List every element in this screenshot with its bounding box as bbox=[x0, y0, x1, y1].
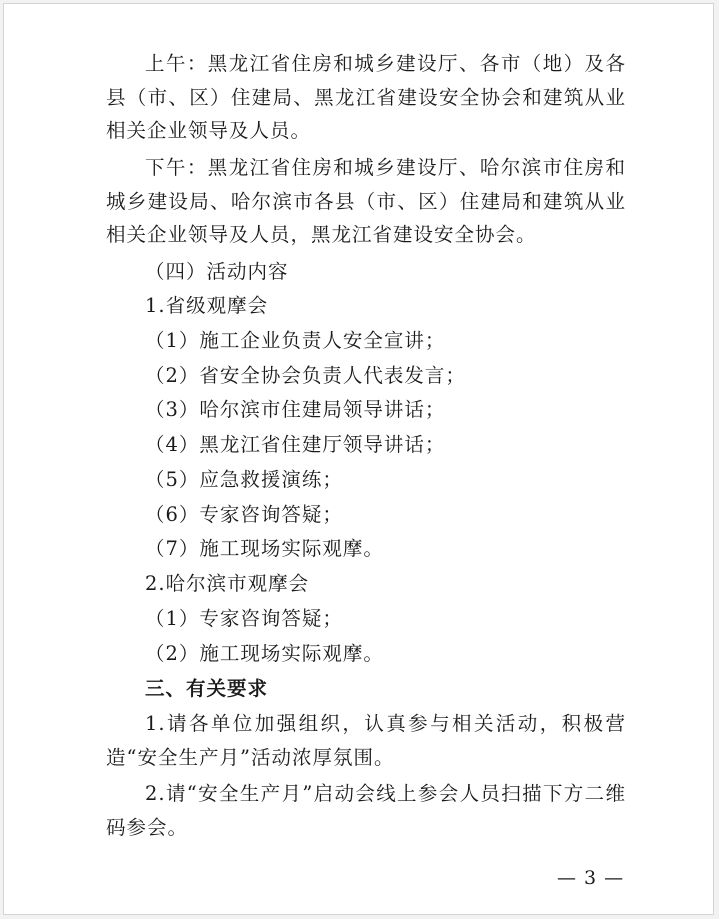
list-item: （5）应急救援演练； bbox=[145, 468, 343, 491]
list-item: （2）施工现场实际观摩。 bbox=[145, 642, 384, 665]
list-item: （1）施工企业负责人安全宣讲； bbox=[145, 329, 446, 352]
paragraph-morning-attendees: 上午：黑龙江省住房和城乡建设厅、各市（地）及各县（市、区）住建局、黑龙江省建设安全协会和建筑从业相关企业领导及人员。 bbox=[106, 52, 626, 142]
list-item: （1）专家咨询答疑； bbox=[145, 607, 343, 630]
paragraph-afternoon-attendees: 下午：黑龙江省住房和城乡建设厅、哈尔滨市住房和城乡建设局、哈尔滨市各县（市、区）住建局和建筑从业相关企业领导及人员，黑龙江省建设安全协会。 bbox=[106, 156, 626, 246]
section-requirements-heading: 三、有关要求 bbox=[145, 677, 269, 700]
harbin-meeting-title: 2.哈尔滨市观摩会 bbox=[145, 572, 310, 595]
document-page bbox=[3, 3, 714, 915]
list-item: （2）省安全协会负责人代表发言； bbox=[145, 364, 466, 387]
requirement-organize: 1.请各单位加强组织，认真参与相关活动，积极营造“安全生产月”活动浓厚氛围。 bbox=[106, 712, 626, 769]
page-number: — 3 — bbox=[557, 867, 625, 889]
list-item: （6）专家咨询答疑； bbox=[145, 503, 343, 526]
list-item: （7）施工现场实际观摩。 bbox=[145, 537, 384, 560]
list-item: （3）哈尔滨市住建局领导讲话； bbox=[145, 398, 446, 421]
requirement-scan-qr: 2.请“安全生产月”启动会线上参会人员扫描下方二维码参会。 bbox=[106, 782, 626, 839]
list-item: （4）黑龙江省住建厅领导讲话； bbox=[145, 433, 446, 456]
provincial-meeting-title: 1.省级观摩会 bbox=[145, 294, 269, 317]
section-activity-heading: （四）活动内容 bbox=[145, 260, 289, 283]
